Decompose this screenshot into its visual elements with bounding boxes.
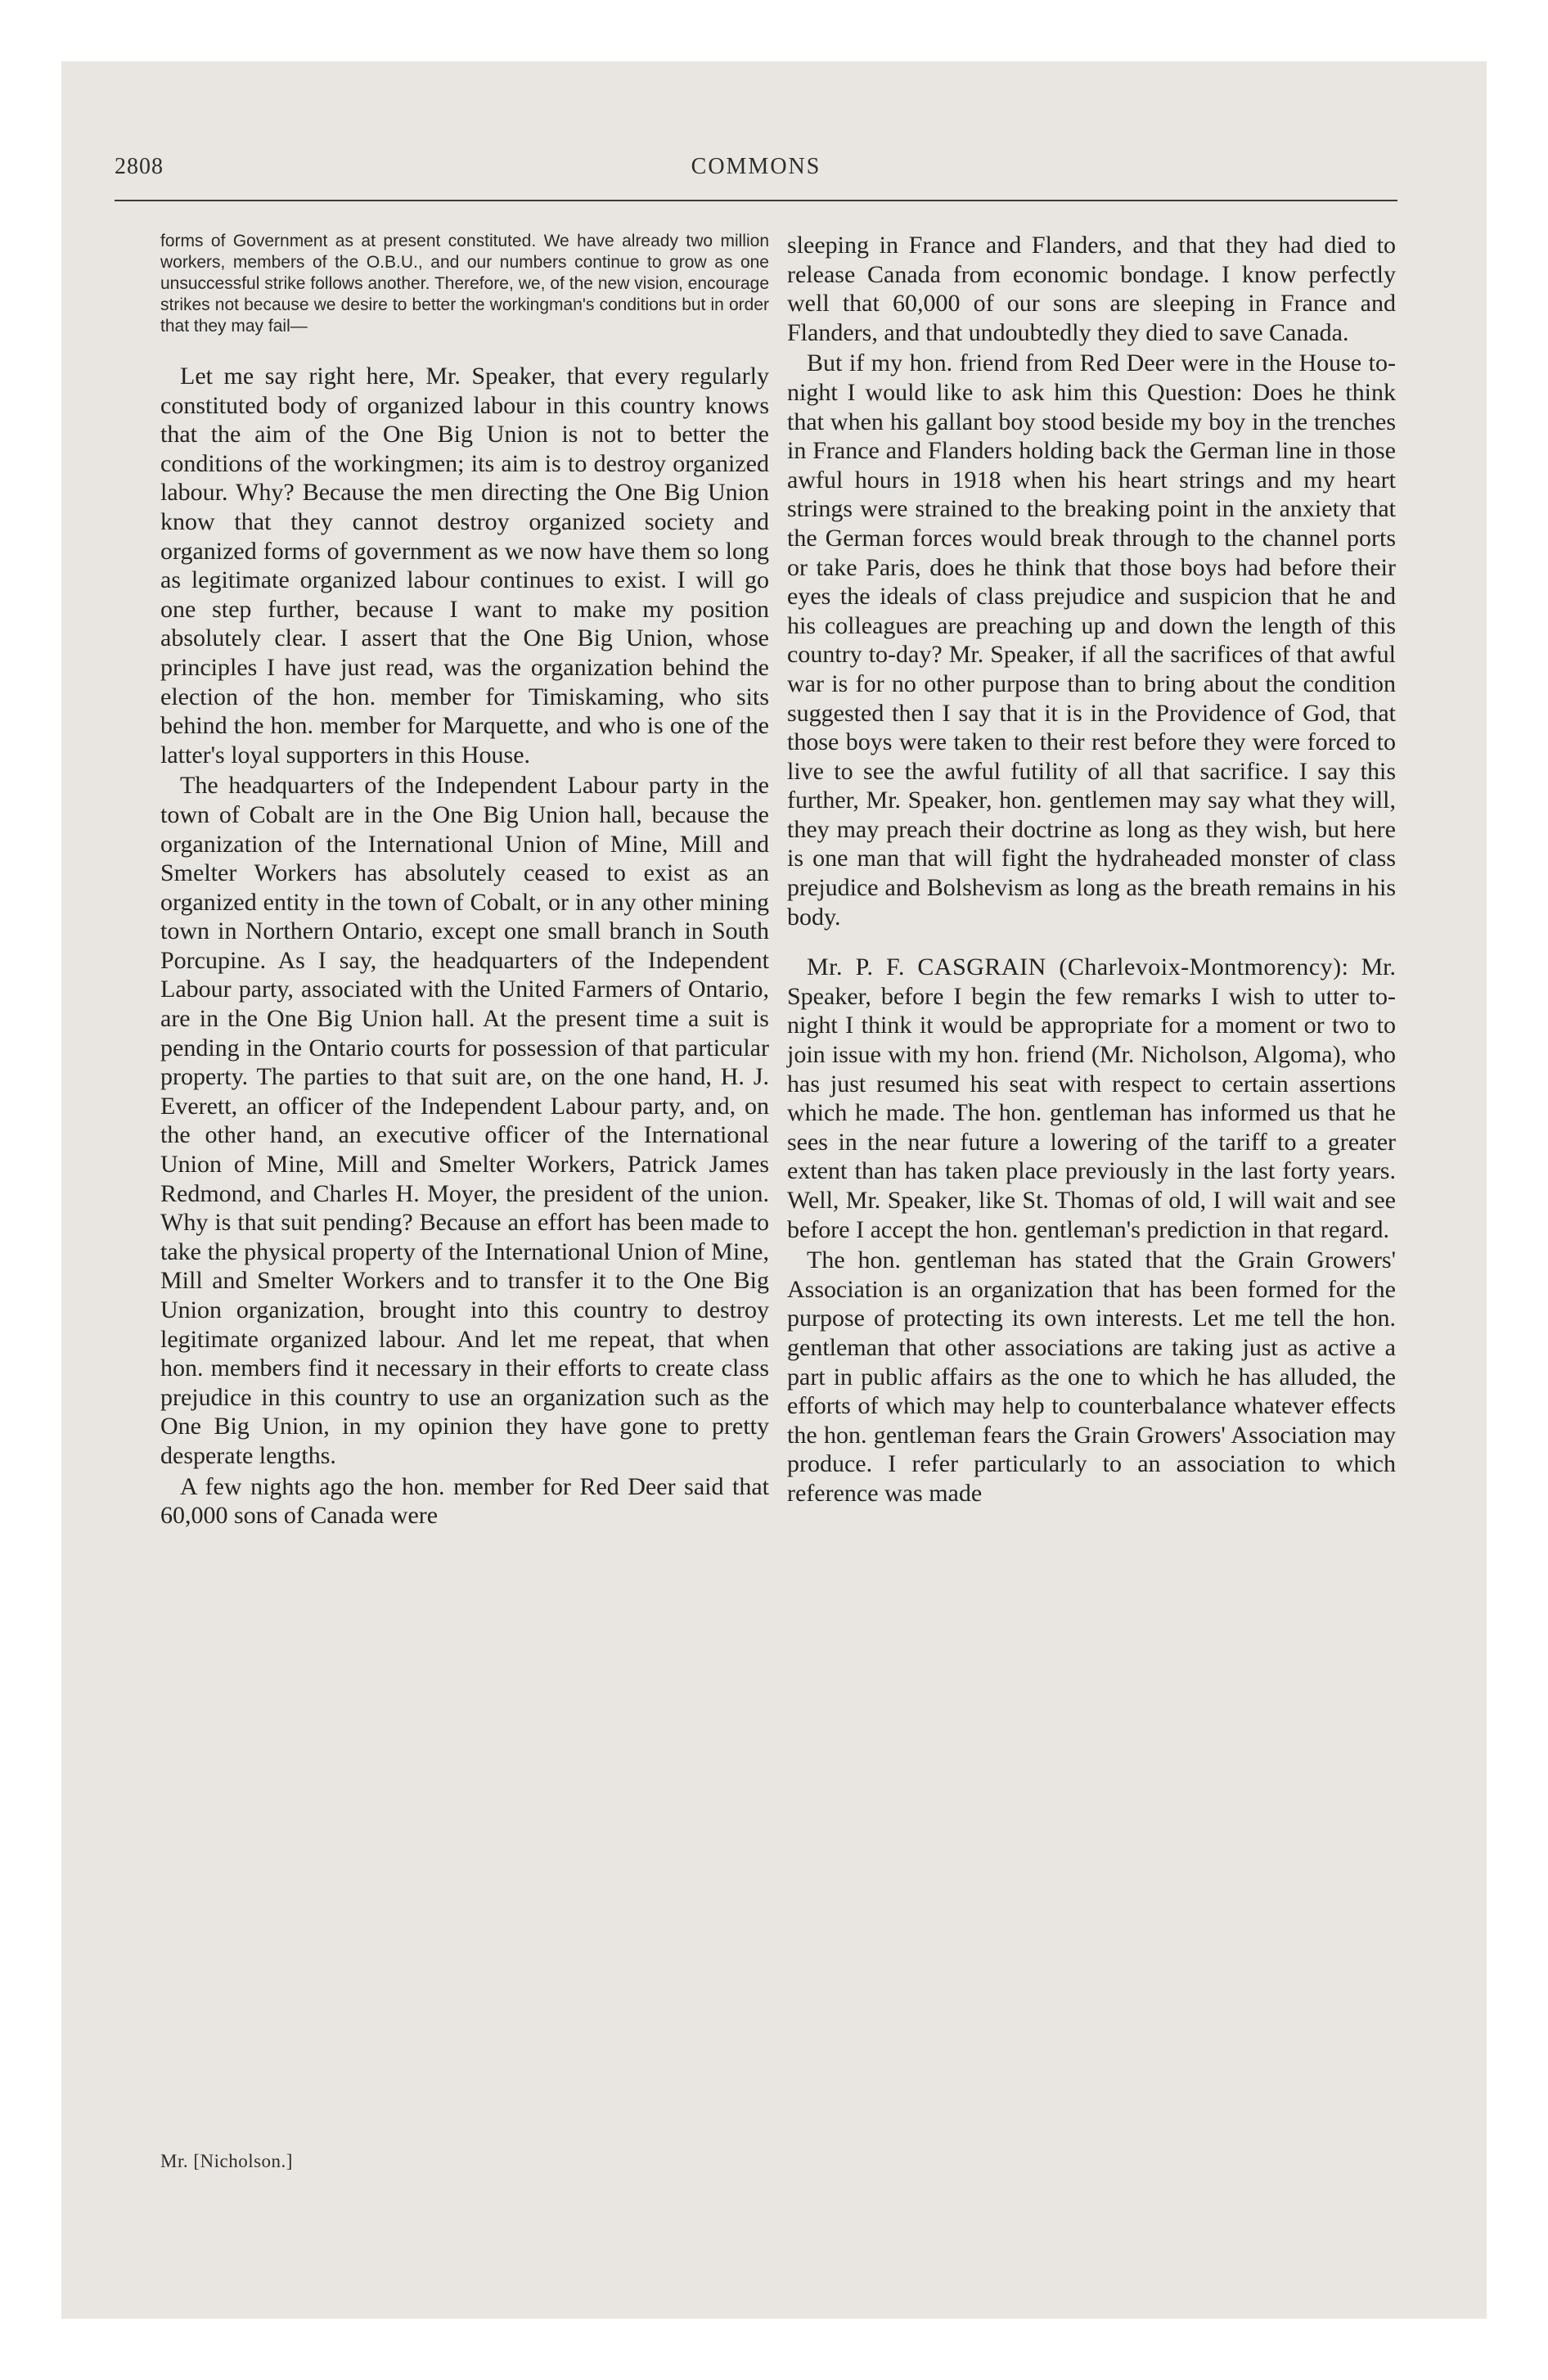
speaker-paragraph [787, 953, 1396, 1244]
page-header [115, 154, 1397, 190]
paragraph: The headquarters of the Independent Labour party in the town of Cobalt are in the One Big Union hall, because the organization of the International Union of Mine, Mill and Smelter Workers has absolutely ceased to exist as an organized entity in the town of Cobalt, or in any other mining town in Northern Ontario, except one small branch in South Porcupine. As I say, the headquarters of the Independent Labour party, associated with the United Farmers of Ontario, are in the One Big Union hall. At the present time a suit is pending in the Ontario courts for possession of that particular property. The parties to that suit are, on the one hand, H. J. Everett, an officer of the Independent Labour party, and, on the other hand, an executive officer of the International Union of Mine, Mill and Smelter Workers, Patrick James Redmond, and Charles H. Moyer, the president of the union. Why is that suit pending? Because an effort has been made to take the physical property of the International Union of Mine, Mill and Smelter Workers and to transfer it to the One Big Union organization, brought into this country to destroy legitimate organized labour. And let me repeat, that when hon. members find it necessary in their efforts to create class prejudice in this country to use an organization such as the One Big Union, in my opinion they have gone to pretty desperate lengths. [160, 772, 769, 1469]
left-column [160, 231, 769, 1530]
paragraph: Let me say right here, Mr. Speaker, that every regularly constituted body of organized labour in this country knows that the aim of the One Big Union is not to better the conditions of the workingmen; its aim is to destroy organized labour. Why? Because the men directing the One Big Union know that they cannot destroy organized society and organized forms of government as we now have them so long as legitimate organized labour continues to exist. I will go one step further, because I want to make my position absolutely clear. I assert that the One Big Union, whose principles I have just read, was the organization behind the election of the hon. member for Timiskaming, who sits behind the hon. member for Marquette, and who is one of the latter's loyal supporters in this House. [160, 363, 769, 769]
paragraph: But if my hon. friend from Red Deer were in the House to-night I would like to ask him this Question: Does he think that when his gallant boy stood beside my boy in the trenches in France and Flanders holding back the German line in those awful hours in 1918 when his heart strings and my heart strings were strained to the breaking point in the anxiety that the German forces would break through to the channel ports or take Paris, does he think that those boys had before their eyes the ideals of class prejudice and suspicion that he and his colleagues are preaching up and down the length of this country to-day? Mr. Speaker, if all the sacrifices of that awful war is for no other purpose than to bring about the condition suggested then I say that it is in the Providence of God, that those boys were taken to their rest before they were forced to live to see the awful futility of all that sacrifice. I say this further, Mr. Speaker, hon. gentlemen may say what they will, they may preach their doctrine as long as they wish, but here is one man that will fight the hydraheaded monster of class prejudice and Bolshevism as long as the breath remains in his body. [787, 349, 1396, 931]
quoted-passage: forms of Government as at present constituted. We have already two million workers, members of the O.B.U., and our numbers continue to grow as one unsuccessful strike follows another. Therefore, we, of the new vision, encourage strikes not because we desire to better the workingman's conditions but in order that they may fail— [160, 232, 769, 336]
right-column [787, 231, 1396, 1508]
header-rule [115, 200, 1397, 201]
speaker-text: Mr. Speaker, before I begin the few remarks I wish to utter to-night I think it would be appropriate for a moment or two to join issue with my hon. friend (Mr. Nicholson, Algoma), who has just resumed his seat with respect to certain assertions which he made. The hon. gentleman has informed us that he sees in the near future a lowering of the tariff to a greater extent than has taken place previously in the last forty years. Well, Mr. Speaker, like St. Thomas of old, I will wait and see before I accept the hon. gentleman's prediction in that regard. [787, 953, 1397, 1243]
paragraph: sleeping in France and Flanders, and that they had died to release Canada from economic bondage. I know perfectly well that 60,000 of our sons are sleeping in France and Flanders, and that undoubtedly they died to save Canada. [787, 232, 1396, 346]
footer-attribution: Mr. [Nicholson.] [160, 2151, 293, 2171]
page-number: 2808 [115, 154, 164, 179]
speaker-name: Mr. P. F. CASGRAIN (Charlevoix-Montmorency): [807, 953, 1349, 981]
paragraph: The hon. gentleman has stated that the Grain Growers' Association is an organization that has been formed for the purpose of protecting its own interests. Let me tell the hon. gentleman that other associations are taking just as active a part in public affairs as the one to which he has alluded, the efforts of which may help to counterbalance whatever effects the hon. gentleman fears the Grain Growers' Association may produce. I refer particularly to an association to which reference was made [787, 1246, 1396, 1507]
running-head: COMMONS [691, 154, 821, 179]
paragraph: A few nights ago the hon. member for Red Deer said that 60,000 sons of Canada were [160, 1472, 769, 1530]
